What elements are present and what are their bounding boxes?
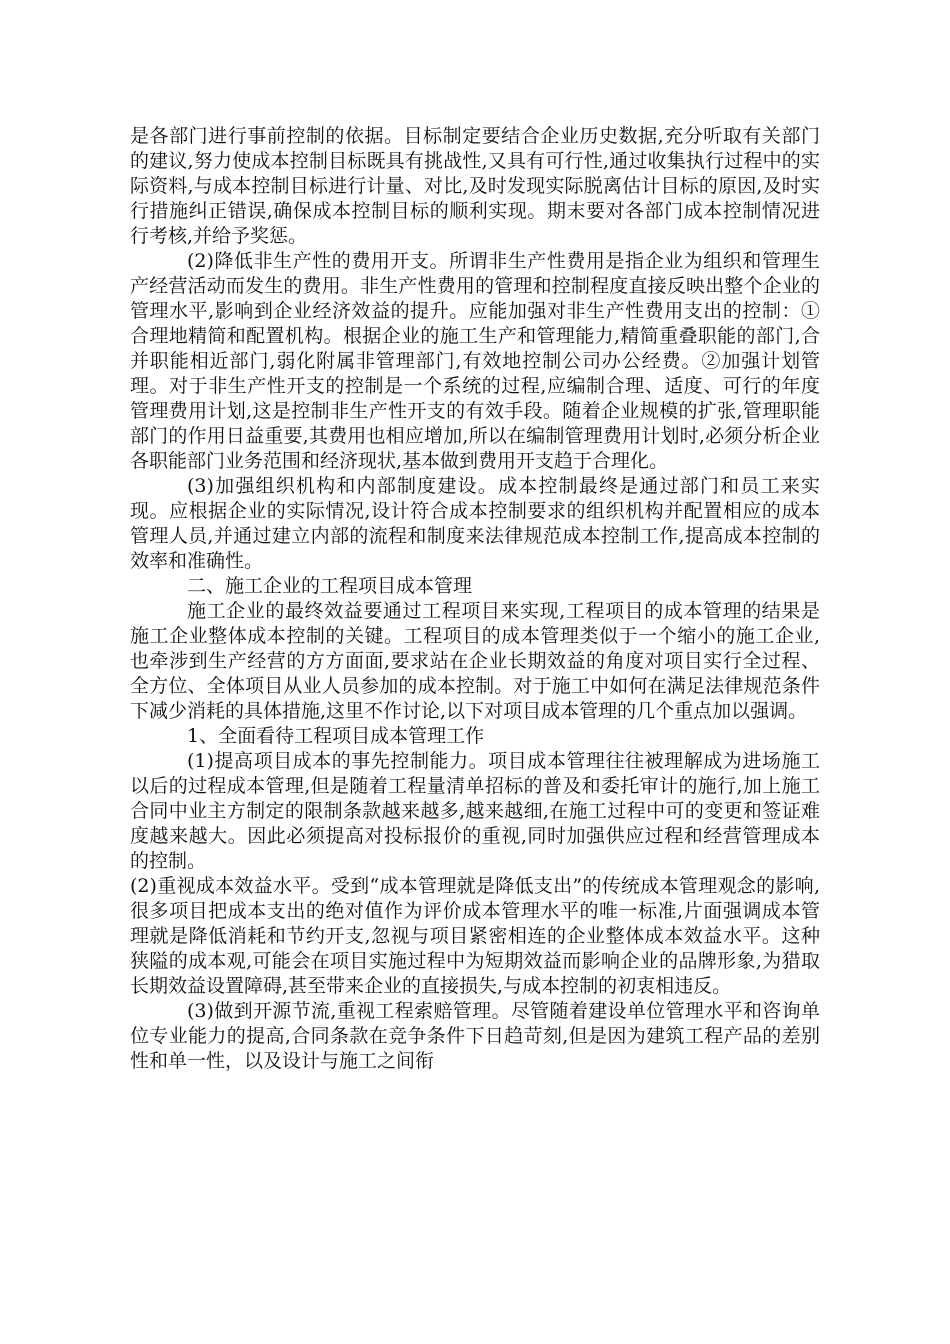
section-heading-project-cost-management: 二、施工企业的工程项目成本管理 <box>187 575 473 597</box>
paragraph-organization-building: (3)加强组织机构和内部制度建设。成本控制最终是通过部门和员工来实现。应根据企业的实际情况,设计符合成本控制要求的组织机构并配置相应的成本管理人员,并通过建立内部的流程和制度来法律规范成本控制工作,提高成本控制的效率和准确性。 <box>130 475 820 572</box>
paragraph-target-setting: 是各部门进行事前控制的依据。目标制定要结合企业历史数据,充分听取有关部门的建议,努力使成本控制目标既具有挑战性,又具有可行性,通过收集执行过程中的实际资料,与成本控制目标进行计量、对比,及时发现实际脱离估计目标的原因,及时实行措施纠正错误,确保成本控制目标的顺利实现。期末要对各部门成本控制情况进行考核,并给予奖惩。 <box>130 125 820 247</box>
paragraph-prior-control: (1)提高项目成本的事先控制能力。项目成本管理往往被理解成为进场施工以后的过程成本管理,但是随着工程量清单招标的普及和委托审计的施行,加上施工合同中业主方制定的限制条款越来越多,越来越细,在施工过程中可的变更和签证难度越来越大。因此必须提高对投标报价的重视,同时加强供应过程和经营管理成本的控制。 <box>130 750 820 872</box>
document-body <box>130 124 820 1074</box>
subsection-heading-overall-view: 1、全面看待工程项目成本管理工作 <box>187 725 485 747</box>
paragraph-claims-management: (3)做到开源节流,重视工程索赔管理。尽管随着建设单位管理水平和咨询单位专业能力的提高,合同条款在竞争条件下日趋苛刻,但是因为建筑工程产品的差别性和单一性，以及设计与施工之间衔 <box>130 1000 820 1072</box>
paragraph-cost-benefit: (2)重视成本效益水平。受到“成本管理就是降低支出”的传统成本管理观念的影响,很多项目把成本支出的绝对值作为评价成本管理水平的唯一标准,片面强调成本管理就是降低消耗和节约开支,忽视与项目紧密相连的企业整体成本效益水平。这种狭隘的成本观,可能会在项目实施过程中为短期效益而影响企业的品牌形象,为猎取长期效益设置障碍,甚至带来企业的直接损失,与成本控制的初衷相违反。 <box>130 875 820 997</box>
paragraph-project-cost-intro: 施工企业的最终效益要通过工程项目来实现,工程项目的成本管理的结果是施工企业整体成本控制的关键。工程项目的成本管理类似于一个缩小的施工企业,也牵涉到生产经营的方方面面,要求站在企业长期效益的角度对项目实行全过程、全方位、全体项目从业人员参加的成本控制。对于施工中如何在满足法律规范条件下减少消耗的具体措施,这里不作讨论,以下对项目成本管理的几个重点加以强调。 <box>130 600 820 722</box>
paragraph-reduce-nonproductive-costs: (2)降低非生产性的费用开支。所谓非生产性费用是指企业为组织和管理生产经营活动而发生的费用。非生产性费用的管理和控制程度直接反映出整个企业的管理水平,影响到企业经济效益的提升。应能加强对非生产性费用支出的控制：①合理地精简和配置机构。根据企业的施工生产和管理能力,精简重叠职能的部门,合并职能相近部门,弱化附属非管理部门,有效地控制公司办公经费。②加强计划管理。对于非生产性开支的控制是一个系统的过程,应编制合理、适度、可行的年度管理费用计划,这是控制非生产性开支的有效手段。随着企业规模的扩张,管理职能部门的作用日益重要,其费用也相应增加,所以在编制管理费用计划时,必须分析企业各职能部门业务范围和经济现状,基本做到费用开支趋于合理化。 <box>130 250 820 472</box>
